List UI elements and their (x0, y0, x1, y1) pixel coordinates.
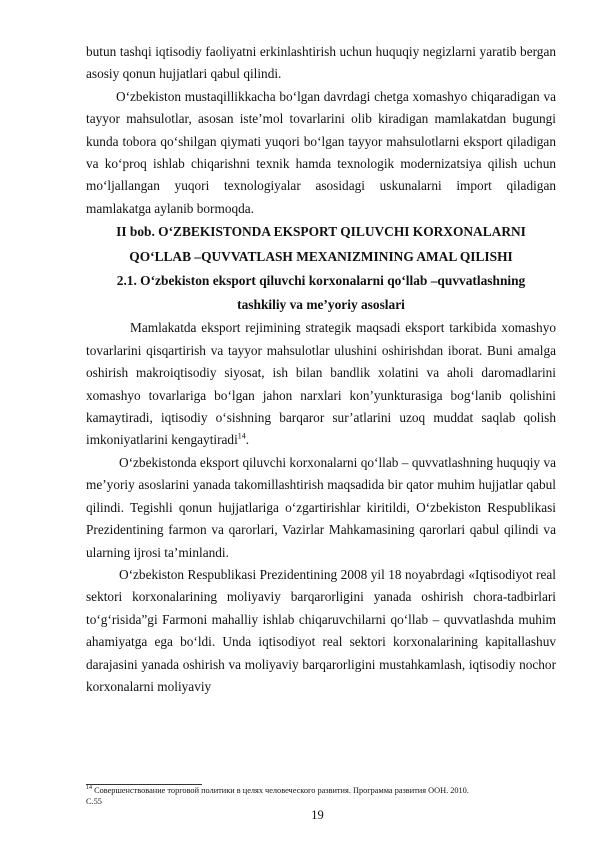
page-content (86, 41, 556, 698)
paragraph: O‘zbekistonda eksport qiluvchi korxonalarni qo‘llab – quvvatlashning huquqiy va me’yoriy asoslarini yanada takomillashtirish maqsadida bir qator muhim hujjatlar qabul qilindi. Tegishli qonun hujjatlariga o‘zgartirishlar kiritildi, O‘zbekiston Respublikasi Prezidentining farmon va qarorlari, Vazirlar Mahkamasining qarorlari qabul qilindi va ularning ijrosi ta’minlandi. (86, 454, 556, 560)
paragraph-end: . (245, 432, 250, 448)
page-number: 19 (311, 808, 324, 822)
paragraph: butun tashqi iqtisodiy faoliyatni erkinlashtirish uchun huquqiy negizlarni yaratib bergan asosiy qonun hujjatlari qabul qilindi. (86, 44, 556, 82)
footnote-pages: С.55 (86, 796, 102, 806)
paragraph-text: Mamlakatda eksport rejimining strategik maqsadi eksport tarkibida xomashyo tovarlarini qisqartirish va tayyor mahsulotlar ulushini oshirishdan iborat. Buni amalga oshirish makroiqtisodiy siyosat, ish bilan bandlik xolatini va aholi daromadlarini xomashyo tovarlariga bo‘lgan jahon narxlari kon’yunkturasiga bog‘lanib qolishini kamaytiradi, iqtisodiy o‘sishning barqaror sur’atlarini uzoq muddat saqlab qolish imkoniyatlarini kengaytiradi (86, 320, 556, 448)
footnote-text: Совершенствование торговой политики в целях человеческого развития. Программа развития ООН. 2010. (92, 786, 469, 795)
chapter-title-line: II bob. O‘ZBEKISTONDA EKSPORT QILUVCHI KORXONALARNI (116, 224, 526, 240)
section-title-line: 2.1. O‘zbekiston eksport qiluvchi korxonalarni qo‘llab –quvvatlashning (116, 273, 526, 289)
footnote-reference[interactable]: 14 (237, 432, 246, 442)
footnote-line (86, 786, 556, 797)
footnote (86, 786, 556, 807)
footnote-separator (86, 784, 202, 785)
chapter-title-line: QO‘LLAB –QUVVATLASH MEXANIZMINING AMAL QILISHI (129, 248, 513, 264)
footnote-number: 14 (86, 785, 92, 792)
paragraph: O‘zbekiston mustaqillikkacha bo‘lgan davrdagi chetga xomashyo chiqaradigan va tayyor mahsulotlar, asosan iste’mol tovarlarini olib kiradigan mamlakatdan bugungi kunda tobora qo‘shilgan qiymati yuqori bo‘lgan tayyor mahsulotlarni eksport qiladigan va ko‘proq ishlab chiqarishni texnik hamda texnologik modernizatsiya qilish uchun mo‘ljallangan yuqori texnologiyalar asosidagi uskunalarni import qiladigan mamlakatga aylanib bormoqda. (86, 88, 556, 216)
section-title-line: tashkiliy va me’yoriy asoslari (237, 297, 405, 313)
paragraph: O‘zbekiston Respublikasi Prezidentining 2008 yil 18 noyabrdagi «Iqtisodiyot real sektori korxonalarining moliyaviy barqarorligini yanada oshirish chora-tadbirlari to‘g‘risida”gi Farmoni mahalliy ishlab chiqaruvchilarni qo‘llab – quvvatlashda muhim ahamiyatga ega bo‘ldi. Unda iqtisodiyot real sektori korxonalarining kapitallashuv darajasini yanada oshirish va moliyaviy barqarorligini mustahkamlash, iqtisodiy nochor korxonalarni moliyaviy (86, 566, 556, 694)
paragraph (86, 317, 556, 451)
